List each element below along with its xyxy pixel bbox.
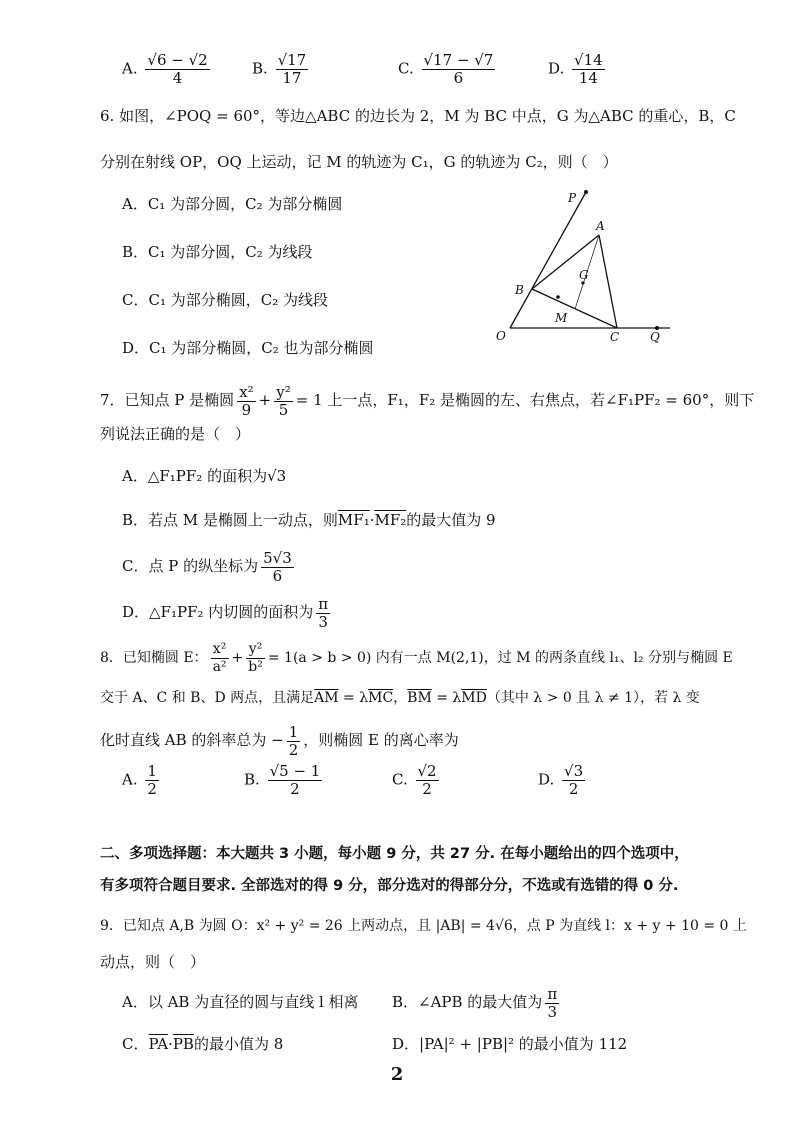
q8-option-a-letter: A.	[122, 770, 138, 789]
q8-vector-bm: $\overline{BM}$	[407, 690, 432, 706]
q7-option-b-end: 的最大值为 9	[406, 511, 496, 529]
q8-line3-text: 化时直线 AB 的斜率总为 −	[100, 731, 284, 749]
q9-option-a: A．以 AB 为直径的圆与直线 l 相离	[122, 993, 359, 1011]
q5-a-num: √6 − √2	[147, 51, 208, 69]
q7-vector-mf2: MF₂	[374, 511, 407, 529]
point-p-dot	[584, 190, 588, 194]
q8-b-den: 2	[290, 780, 300, 798]
point-dot	[556, 295, 560, 299]
q5-a-den: 4	[172, 69, 183, 87]
q8-option-a	[122, 763, 162, 798]
q8-y-fraction	[246, 641, 265, 676]
q8-x-fraction	[211, 641, 229, 676]
q8-slope-den: 2	[288, 740, 299, 759]
label-a: A	[596, 219, 605, 233]
q8-d-num: √3	[564, 762, 584, 780]
q8-option-b-fraction	[268, 763, 323, 798]
q9-stem-line1: 9．已知点 A,B 为圆 O：x² + y² = 26 上两动点，且 |AB| = 4√6，点 P 为直线 l：x + y + 10 = 0 上	[100, 918, 747, 934]
q7-vector-mf1: MF₁	[337, 511, 370, 529]
segment-ac	[599, 235, 617, 328]
q7-option-c	[122, 548, 297, 585]
q5-option-b-fraction	[276, 52, 309, 87]
q7-suffix: = 1 上一点，F₁，F₂ 是椭圆的左、右焦点，若∠F₁PF₂ = 60°，则下	[295, 391, 755, 409]
q8-line3-end: ，则椭圆 E 的离心率为	[303, 731, 459, 749]
q8-a-num: 1	[147, 762, 157, 780]
q8-stem-line1	[100, 640, 733, 676]
q8-d-den: 2	[568, 780, 579, 798]
q7-option-c-fraction	[261, 550, 294, 585]
q8-prefix: 8．已知椭圆 E：	[100, 650, 208, 666]
q5-option-b	[252, 52, 311, 87]
q8-option-b	[244, 763, 325, 798]
q7-x-den: 9	[241, 400, 252, 419]
q5-option-d-fraction	[572, 52, 605, 87]
q8-stem-line2	[100, 688, 700, 708]
q5-option-a-fraction	[145, 52, 209, 87]
q9-option-b-fraction	[545, 986, 559, 1021]
q5-option-c	[398, 52, 498, 87]
q5-c-den: 6	[453, 69, 464, 87]
q9-option-d: D．|PA|² + |PB|² 的最小值为 112	[392, 1035, 628, 1053]
q7-option-a: A．△F₁PF₂ 的面积为√3	[122, 467, 287, 485]
q5-option-a-letter: A.	[122, 59, 138, 78]
q9-option-c	[122, 1034, 283, 1054]
q8-vector-mc: $\overline{MC}$	[368, 690, 394, 706]
q8-option-d-fraction	[562, 763, 585, 798]
q8-eq1: = λ	[338, 690, 369, 706]
q6-option-b: B．C₁ 为部分圆，C₂ 为线段	[122, 243, 313, 261]
q8-line2-text: 交于 A、C 和 B、D 两点，且满足	[100, 690, 315, 706]
q5-option-c-letter: C.	[398, 59, 414, 78]
q9-stem-line2: 动点，则（ ）	[100, 953, 206, 971]
q8-x-den: a²	[212, 658, 227, 675]
q9-vector-pa: $\overline{PA}$	[148, 1035, 169, 1053]
q7-option-d-fraction	[316, 596, 330, 631]
q7-y-fraction	[274, 384, 293, 419]
q5-option-b-letter: B.	[252, 59, 268, 78]
q7-option-d-text: D．△F₁PF₂ 内切圆的面积为	[122, 603, 314, 621]
q6-option-a: A．C₁ 为部分圆，C₂ 为部分椭圆	[122, 195, 343, 213]
q8-option-c	[392, 763, 442, 798]
q9-option-b-text: B．∠APB 的最大值为	[392, 993, 543, 1011]
q9-option-c-text: C．	[122, 1035, 149, 1053]
section2-heading-line1: 二、多项选择题：本大题共 3 小题，每小题 9 分，共 27 分. 在每小题给出的四个选项中，	[100, 846, 689, 862]
q7-plus: +	[258, 391, 272, 409]
q6-stem-line2: 分别在射线 OP，OQ 上运动，记 M 的轨迹为 C₁，G 的轨迹为 C₂，则（ ）	[100, 153, 618, 171]
q9-option-b	[392, 984, 562, 1021]
label-p: P	[568, 191, 577, 205]
label-q: Q	[650, 330, 660, 344]
q7-x-num: x²	[239, 382, 254, 401]
label-c: C	[610, 330, 620, 344]
q8-y-num: y²	[246, 641, 265, 659]
q5-option-d	[548, 52, 608, 87]
q8-option-d-letter: D.	[538, 770, 555, 789]
q8-option-c-fraction	[416, 763, 439, 798]
label-g: G	[579, 268, 589, 282]
q5-b-num: √17	[277, 51, 307, 69]
q8-slope-fraction	[287, 724, 301, 759]
q6-option-c: C．C₁ 为部分椭圆，C₂ 为线段	[122, 291, 328, 309]
q9-b-num: π	[547, 984, 558, 1003]
q8-c-den: 2	[422, 780, 432, 798]
q8-x-num: x²	[211, 641, 229, 659]
q8-a-den: 2	[147, 780, 157, 798]
q7-x-fraction	[237, 384, 255, 419]
q7-c-den: 6	[272, 566, 283, 585]
q5-option-a	[122, 52, 213, 87]
q5-option-c-fraction	[422, 52, 496, 87]
q8-eq2: = λ	[431, 690, 462, 706]
q8-vector-am: $\overline{AM}$	[314, 690, 339, 706]
q7-option-c-text: C．点 P 的纵坐标为	[122, 557, 259, 575]
q8-vector-md: $\overline{MD}$	[461, 690, 487, 706]
q7-option-b-text: B．若点 M 是椭圆上一动点，则	[122, 511, 338, 529]
q9-option-c-end: 的最小值为 8	[193, 1035, 284, 1053]
segment-ba	[532, 235, 599, 289]
q7-stem-line1	[100, 382, 754, 419]
q6-option-d: D．C₁ 为部分椭圆，C₂ 也为部分椭圆	[122, 339, 374, 357]
q8-suffix: = 1(a > b > 0) 内有一点 M(2,1)，过 M 的两条直线 l₁、l₂ 分别与椭圆 E	[267, 650, 733, 666]
page-number: 2	[390, 1064, 404, 1085]
q8-slope-num: 1	[288, 722, 299, 741]
q8-stem-line3	[100, 722, 459, 759]
q8-c-num: √2	[417, 762, 437, 780]
q7-c-num: 5√3	[263, 548, 292, 567]
q7-y-num: y²	[276, 382, 291, 401]
segment-bc	[532, 289, 617, 328]
q8-line2-end: （其中 λ > 0 且 λ ≠ 1），若 λ 变	[486, 690, 700, 706]
q7-stem-line2: 列说法正确的是（ ）	[100, 425, 251, 443]
label-m: M	[555, 311, 568, 325]
q8-option-b-letter: B.	[244, 770, 260, 789]
q7-dot: ·	[369, 511, 375, 529]
q9-b-den: 3	[547, 1002, 558, 1021]
section2-heading-line2: 有多项符合题目要求. 全部选对的得 9 分，部分选对的得部分分，不选或有选错的得 0 分.	[100, 878, 679, 894]
q5-option-d-letter: D.	[548, 59, 565, 78]
q7-option-d	[122, 594, 333, 631]
q8-option-d	[538, 763, 588, 798]
q6-stem-line1: 6. 如图，∠POQ = 60°，等边△ABC 的边长为 2，M 为 BC 中点，G 为△ABC 的重心，B，C	[100, 107, 736, 125]
q5-c-num: √17 − √7	[423, 51, 494, 69]
label-b: B	[515, 283, 524, 297]
q6-geometry-figure	[488, 188, 678, 353]
q7-y-den: 5	[278, 400, 289, 419]
q7-d-den: 3	[318, 612, 328, 631]
q7-prefix: 7．已知点 P 是椭圆	[100, 391, 235, 409]
q5-b-den: 17	[282, 69, 302, 87]
q8-plus: +	[231, 650, 244, 666]
q8-comma: ，	[393, 690, 408, 706]
q8-option-c-letter: C.	[392, 770, 408, 789]
q7-option-b	[122, 510, 496, 530]
q8-option-a-fraction	[145, 763, 159, 798]
q5-d-num: √14	[574, 51, 603, 69]
q9-vector-pb: $\overline{PB}$	[172, 1035, 194, 1053]
q8-b-num: √5 − 1	[269, 762, 321, 780]
q5-d-den: 14	[578, 69, 598, 87]
q9-dot: ·	[168, 1035, 173, 1053]
q7-d-num: π	[318, 594, 329, 613]
ray-op	[510, 192, 586, 328]
label-o: O	[496, 329, 506, 343]
q8-y-den: b²	[248, 658, 263, 675]
